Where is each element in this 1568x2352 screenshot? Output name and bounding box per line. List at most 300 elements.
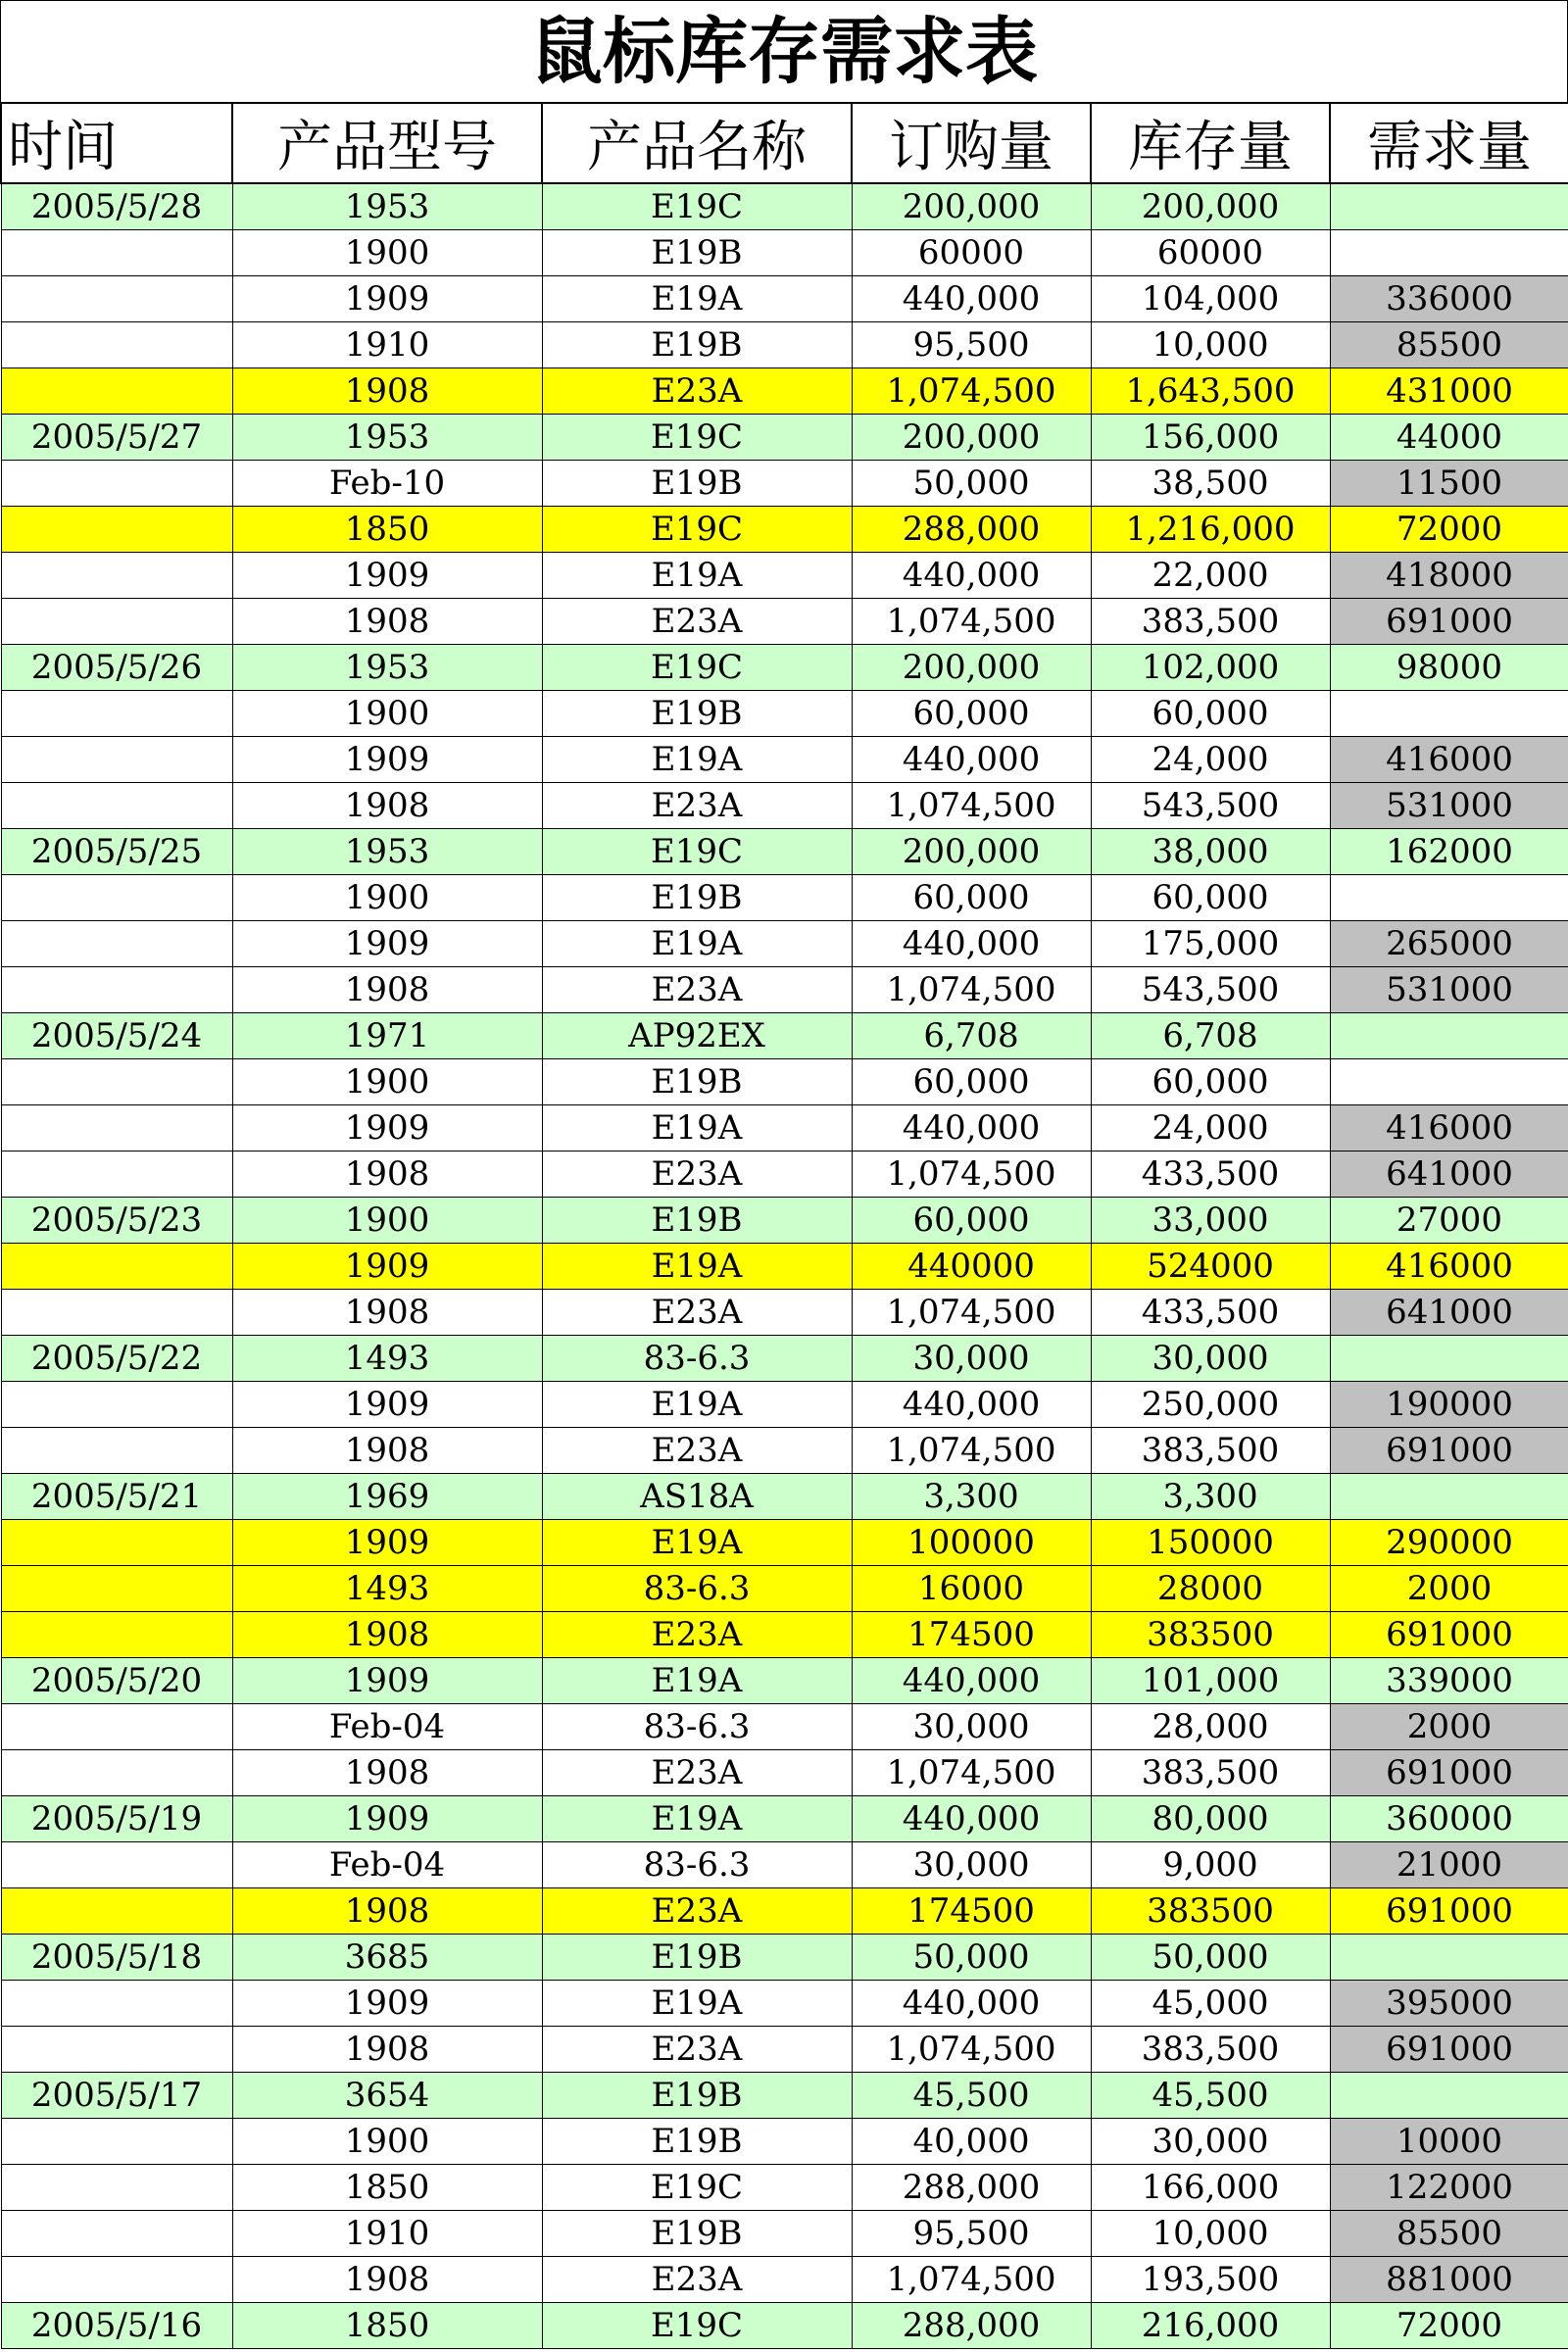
cell-product-name[interactable]: E19A (542, 1981, 852, 2027)
cell-date[interactable] (1, 461, 232, 507)
cell-order-qty[interactable]: 1,074,500 (852, 599, 1091, 645)
cell-date[interactable] (1, 1842, 232, 1888)
cell-order-qty[interactable]: 174500 (852, 1612, 1091, 1658)
cell-date[interactable] (1, 322, 232, 368)
cell-demand-qty[interactable]: 2000 (1330, 1704, 1568, 1750)
cell-demand-qty[interactable]: 416000 (1330, 1244, 1568, 1290)
cell-product-name[interactable]: E23A (542, 2027, 852, 2073)
header-order-qty[interactable]: 订购量 (852, 103, 1091, 183)
cell-stock-qty[interactable]: 60,000 (1091, 691, 1330, 737)
cell-order-qty[interactable]: 95,500 (852, 2211, 1091, 2257)
cell-order-qty[interactable]: 1,074,500 (852, 783, 1091, 829)
cell-stock-qty[interactable]: 102,000 (1091, 645, 1330, 691)
cell-date[interactable] (1, 1704, 232, 1750)
cell-demand-qty[interactable] (1330, 1013, 1568, 1059)
cell-order-qty[interactable]: 16000 (852, 1566, 1091, 1612)
cell-date[interactable] (1, 230, 232, 276)
cell-order-qty[interactable]: 6,708 (852, 1013, 1091, 1059)
cell-demand-qty[interactable]: 11500 (1330, 461, 1568, 507)
cell-demand-qty[interactable]: 290000 (1330, 1520, 1568, 1566)
cell-product-name[interactable]: E19A (542, 1382, 852, 1428)
cell-stock-qty[interactable]: 1,216,000 (1091, 507, 1330, 553)
cell-model[interactable]: 1953 (232, 183, 542, 230)
cell-model[interactable]: 3685 (232, 1935, 542, 1981)
cell-stock-qty[interactable]: 216,000 (1091, 2303, 1330, 2349)
cell-product-name[interactable]: E19C (542, 415, 852, 461)
cell-model[interactable]: 1953 (232, 645, 542, 691)
cell-stock-qty[interactable]: 45,500 (1091, 2073, 1330, 2119)
cell-model[interactable]: 1908 (232, 1750, 542, 1796)
cell-date[interactable] (1, 1105, 232, 1152)
cell-product-name[interactable]: 83-6.3 (542, 1566, 852, 1612)
cell-model[interactable]: 1953 (232, 415, 542, 461)
cell-order-qty[interactable]: 440000 (852, 1244, 1091, 1290)
cell-demand-qty[interactable]: 531000 (1330, 783, 1568, 829)
cell-demand-qty[interactable]: 691000 (1330, 2027, 1568, 2073)
cell-demand-qty[interactable]: 531000 (1330, 967, 1568, 1013)
cell-date[interactable]: 2005/5/26 (1, 645, 232, 691)
cell-model[interactable]: 1908 (232, 599, 542, 645)
cell-order-qty[interactable]: 95,500 (852, 322, 1091, 368)
table-row (1, 1290, 1568, 1336)
cell-order-qty[interactable]: 440,000 (852, 737, 1091, 783)
cell-date[interactable] (1, 2257, 232, 2303)
cell-order-qty[interactable]: 440,000 (852, 921, 1091, 967)
cell-order-qty[interactable]: 288,000 (852, 2303, 1091, 2349)
cell-order-qty[interactable]: 60,000 (852, 1198, 1091, 1244)
cell-demand-qty[interactable]: 10000 (1330, 2119, 1568, 2165)
cell-order-qty[interactable]: 1,074,500 (852, 2027, 1091, 2073)
cell-model[interactable]: 1908 (232, 2257, 542, 2303)
cell-model[interactable]: 1850 (232, 2303, 542, 2349)
cell-date[interactable] (1, 1750, 232, 1796)
inventory-table (0, 102, 1568, 2349)
cell-date[interactable]: 2005/5/22 (1, 1336, 232, 1382)
cell-product-name[interactable]: E19B (542, 322, 852, 368)
cell-demand-qty[interactable]: 641000 (1330, 1152, 1568, 1198)
cell-date[interactable]: 2005/5/18 (1, 1935, 232, 1981)
cell-model[interactable]: 1909 (232, 1981, 542, 2027)
cell-stock-qty[interactable]: 80,000 (1091, 1796, 1330, 1842)
cell-stock-qty[interactable]: 28,000 (1091, 1704, 1330, 1750)
cell-product-name[interactable]: E23A (542, 368, 852, 415)
header-time[interactable]: 时间 (1, 103, 232, 183)
cell-model[interactable]: 1908 (232, 967, 542, 1013)
table-row (1, 1105, 1568, 1152)
cell-product-name[interactable]: E23A (542, 1612, 852, 1658)
cell-date[interactable] (1, 2119, 232, 2165)
cell-date[interactable]: 2005/5/28 (1, 183, 232, 230)
cell-date[interactable]: 2005/5/27 (1, 415, 232, 461)
cell-stock-qty[interactable]: 150000 (1091, 1520, 1330, 1566)
cell-stock-qty[interactable]: 101,000 (1091, 1658, 1330, 1704)
cell-stock-qty[interactable]: 22,000 (1091, 553, 1330, 599)
sheet-title: 鼠标库存需求表 (0, 0, 1568, 102)
cell-model[interactable]: 1909 (232, 737, 542, 783)
cell-date[interactable]: 2005/5/25 (1, 829, 232, 875)
cell-date[interactable] (1, 599, 232, 645)
cell-product-name[interactable]: E19A (542, 1520, 852, 1566)
cell-product-name[interactable]: E23A (542, 967, 852, 1013)
cell-order-qty[interactable]: 60,000 (852, 691, 1091, 737)
cell-model[interactable]: Feb-10 (232, 461, 542, 507)
cell-order-qty[interactable]: 1,074,500 (852, 1152, 1091, 1198)
cell-product-name[interactable]: E19A (542, 553, 852, 599)
cell-order-qty[interactable]: 200,000 (852, 645, 1091, 691)
cell-product-name[interactable]: 83-6.3 (542, 1842, 852, 1888)
cell-stock-qty[interactable]: 1,643,500 (1091, 368, 1330, 415)
table-row (1, 737, 1568, 783)
cell-date[interactable] (1, 553, 232, 599)
cell-model[interactable]: 1909 (232, 1796, 542, 1842)
cell-date[interactable] (1, 1059, 232, 1105)
cell-demand-qty[interactable]: 98000 (1330, 645, 1568, 691)
header-product-name[interactable]: 产品名称 (542, 103, 852, 183)
cell-demand-qty[interactable]: 691000 (1330, 1750, 1568, 1796)
cell-stock-qty[interactable]: 6,708 (1091, 1013, 1330, 1059)
cell-demand-qty[interactable]: 418000 (1330, 553, 1568, 599)
cell-model[interactable]: 3654 (232, 2073, 542, 2119)
cell-model[interactable]: 1493 (232, 1336, 542, 1382)
cell-demand-qty[interactable]: 44000 (1330, 415, 1568, 461)
cell-product-name[interactable]: E19A (542, 1796, 852, 1842)
cell-model[interactable]: 1900 (232, 691, 542, 737)
cell-model[interactable]: 1908 (232, 1290, 542, 1336)
cell-stock-qty[interactable]: 10,000 (1091, 2211, 1330, 2257)
cell-stock-qty[interactable]: 383500 (1091, 1612, 1330, 1658)
cell-model[interactable]: 1909 (232, 276, 542, 322)
cell-date[interactable]: 2005/5/17 (1, 2073, 232, 2119)
cell-product-name[interactable]: AS18A (542, 1474, 852, 1520)
cell-stock-qty[interactable]: 383,500 (1091, 2027, 1330, 2073)
cell-order-qty[interactable]: 1,074,500 (852, 1428, 1091, 1474)
cell-product-name[interactable]: 83-6.3 (542, 1704, 852, 1750)
cell-product-name[interactable]: E19A (542, 276, 852, 322)
cell-model[interactable]: 1900 (232, 875, 542, 921)
cell-model[interactable]: 1908 (232, 1888, 542, 1935)
table-row (1, 276, 1568, 322)
cell-model[interactable]: 1909 (232, 1105, 542, 1152)
cell-model[interactable]: 1900 (232, 2119, 542, 2165)
cell-date[interactable] (1, 1520, 232, 1566)
cell-product-name[interactable]: AP92EX (542, 1013, 852, 1059)
cell-demand-qty[interactable]: 691000 (1330, 1612, 1568, 1658)
cell-product-name[interactable]: E23A (542, 1750, 852, 1796)
cell-demand-qty[interactable]: 265000 (1330, 921, 1568, 967)
cell-model[interactable]: 1908 (232, 368, 542, 415)
cell-stock-qty[interactable]: 24,000 (1091, 1105, 1330, 1152)
header-stock-qty[interactable]: 库存量 (1091, 103, 1330, 183)
cell-demand-qty[interactable]: 691000 (1330, 599, 1568, 645)
cell-demand-qty[interactable]: 336000 (1330, 276, 1568, 322)
cell-date[interactable]: 2005/5/24 (1, 1013, 232, 1059)
cell-stock-qty[interactable]: 166,000 (1091, 2165, 1330, 2211)
cell-product-name[interactable]: E19B (542, 1935, 852, 1981)
cell-demand-qty[interactable]: 2000 (1330, 1566, 1568, 1612)
cell-product-name[interactable]: E19A (542, 921, 852, 967)
cell-order-qty[interactable]: 200,000 (852, 829, 1091, 875)
cell-date[interactable] (1, 2027, 232, 2073)
cell-stock-qty[interactable]: 193,500 (1091, 2257, 1330, 2303)
cell-order-qty[interactable]: 440,000 (852, 1658, 1091, 1704)
cell-product-name[interactable]: E23A (542, 1888, 852, 1935)
cell-demand-qty[interactable] (1330, 691, 1568, 737)
cell-demand-qty[interactable]: 72000 (1330, 2303, 1568, 2349)
cell-date[interactable] (1, 368, 232, 415)
cell-date[interactable] (1, 875, 232, 921)
cell-product-name[interactable]: E19C (542, 183, 852, 230)
cell-stock-qty[interactable]: 33,000 (1091, 1198, 1330, 1244)
cell-stock-qty[interactable]: 3,300 (1091, 1474, 1330, 1520)
cell-date[interactable] (1, 2211, 232, 2257)
cell-product-name[interactable]: E23A (542, 2257, 852, 2303)
cell-product-name[interactable]: E19A (542, 1105, 852, 1152)
cell-product-name[interactable]: E19B (542, 2073, 852, 2119)
cell-stock-qty[interactable]: 383,500 (1091, 1750, 1330, 1796)
cell-model[interactable]: 1969 (232, 1474, 542, 1520)
cell-order-qty[interactable]: 440,000 (852, 1382, 1091, 1428)
cell-date[interactable] (1, 507, 232, 553)
cell-demand-qty[interactable]: 431000 (1330, 368, 1568, 415)
cell-stock-qty[interactable]: 60,000 (1091, 1059, 1330, 1105)
cell-model[interactable]: 1900 (232, 1198, 542, 1244)
cell-model[interactable]: 1850 (232, 2165, 542, 2211)
cell-order-qty[interactable]: 30,000 (852, 1704, 1091, 1750)
cell-stock-qty[interactable]: 10,000 (1091, 322, 1330, 368)
cell-model[interactable]: 1910 (232, 2211, 542, 2257)
table-row (1, 783, 1568, 829)
cell-product-name[interactable]: E19B (542, 691, 852, 737)
cell-date[interactable]: 2005/5/21 (1, 1474, 232, 1520)
cell-product-name[interactable]: E19B (542, 2211, 852, 2257)
cell-demand-qty[interactable]: 395000 (1330, 1981, 1568, 2027)
cell-demand-qty[interactable]: 190000 (1330, 1382, 1568, 1428)
cell-order-qty[interactable]: 1,074,500 (852, 2257, 1091, 2303)
cell-order-qty[interactable]: 45,500 (852, 2073, 1091, 2119)
cell-date[interactable] (1, 1566, 232, 1612)
cell-date[interactable] (1, 1382, 232, 1428)
cell-date[interactable] (1, 967, 232, 1013)
cell-demand-qty[interactable]: 27000 (1330, 1198, 1568, 1244)
cell-model[interactable]: 1908 (232, 783, 542, 829)
cell-demand-qty[interactable]: 360000 (1330, 1796, 1568, 1842)
cell-model[interactable]: 1971 (232, 1013, 542, 1059)
cell-model[interactable]: 1493 (232, 1566, 542, 1612)
cell-order-qty[interactable]: 1,074,500 (852, 368, 1091, 415)
cell-date[interactable] (1, 1152, 232, 1198)
cell-demand-qty[interactable] (1330, 875, 1568, 921)
cell-order-qty[interactable]: 60,000 (852, 875, 1091, 921)
cell-date[interactable] (1, 691, 232, 737)
cell-date[interactable]: 2005/5/19 (1, 1796, 232, 1842)
cell-demand-qty[interactable]: 416000 (1330, 737, 1568, 783)
cell-demand-qty[interactable]: 85500 (1330, 322, 1568, 368)
cell-order-qty[interactable]: 50,000 (852, 461, 1091, 507)
cell-product-name[interactable]: E23A (542, 1428, 852, 1474)
cell-product-name[interactable]: E19B (542, 1059, 852, 1105)
cell-order-qty[interactable]: 200,000 (852, 415, 1091, 461)
cell-product-name[interactable]: E19A (542, 737, 852, 783)
cell-product-name[interactable]: E19B (542, 230, 852, 276)
table-row (1, 553, 1568, 599)
cell-demand-qty[interactable]: 72000 (1330, 507, 1568, 553)
cell-order-qty[interactable]: 288,000 (852, 507, 1091, 553)
cell-stock-qty[interactable]: 433,500 (1091, 1290, 1330, 1336)
cell-order-qty[interactable]: 100000 (852, 1520, 1091, 1566)
cell-demand-qty[interactable]: 641000 (1330, 1290, 1568, 1336)
cell-order-qty[interactable]: 60,000 (852, 1059, 1091, 1105)
cell-product-name[interactable]: E19C (542, 507, 852, 553)
cell-model[interactable]: Feb-04 (232, 1842, 542, 1888)
cell-demand-qty[interactable]: 416000 (1330, 1105, 1568, 1152)
table-row (1, 183, 1568, 230)
cell-stock-qty[interactable]: 250,000 (1091, 1382, 1330, 1428)
cell-date[interactable] (1, 1888, 232, 1935)
cell-date[interactable] (1, 921, 232, 967)
cell-order-qty[interactable]: 3,300 (852, 1474, 1091, 1520)
cell-product-name[interactable]: 83-6.3 (542, 1336, 852, 1382)
cell-demand-qty[interactable]: 691000 (1330, 1888, 1568, 1935)
cell-product-name[interactable]: E19A (542, 1658, 852, 1704)
cell-stock-qty[interactable]: 50,000 (1091, 1935, 1330, 1981)
cell-date[interactable]: 2005/5/20 (1, 1658, 232, 1704)
cell-stock-qty[interactable]: 9,000 (1091, 1842, 1330, 1888)
cell-product-name[interactable]: E19C (542, 645, 852, 691)
cell-order-qty[interactable]: 440,000 (852, 1105, 1091, 1152)
cell-date[interactable] (1, 1244, 232, 1290)
cell-order-qty[interactable]: 60000 (852, 230, 1091, 276)
cell-order-qty[interactable]: 50,000 (852, 1935, 1091, 1981)
cell-model[interactable]: 1909 (232, 1520, 542, 1566)
cell-model[interactable]: 1953 (232, 829, 542, 875)
cell-demand-qty[interactable]: 122000 (1330, 2165, 1568, 2211)
cell-stock-qty[interactable]: 383,500 (1091, 1428, 1330, 1474)
header-demand-qty[interactable]: 需求量 (1330, 103, 1568, 183)
cell-demand-qty[interactable] (1330, 1059, 1568, 1105)
cell-stock-qty[interactable]: 524000 (1091, 1244, 1330, 1290)
cell-product-name[interactable]: E23A (542, 783, 852, 829)
cell-order-qty[interactable]: 30,000 (852, 1336, 1091, 1382)
cell-model[interactable]: 1909 (232, 1244, 542, 1290)
cell-order-qty[interactable]: 40,000 (852, 2119, 1091, 2165)
cell-stock-qty[interactable]: 60000 (1091, 230, 1330, 276)
cell-product-name[interactable]: E19C (542, 2165, 852, 2211)
cell-demand-qty[interactable] (1330, 230, 1568, 276)
cell-model[interactable]: 1900 (232, 230, 542, 276)
cell-product-name[interactable]: E19B (542, 1198, 852, 1244)
cell-order-qty[interactable]: 440,000 (852, 1981, 1091, 2027)
cell-stock-qty[interactable]: 543,500 (1091, 967, 1330, 1013)
cell-demand-qty[interactable]: 21000 (1330, 1842, 1568, 1888)
cell-product-name[interactable]: E23A (542, 1290, 852, 1336)
cell-date[interactable] (1, 1981, 232, 2027)
cell-model[interactable]: 1900 (232, 1059, 542, 1105)
cell-model[interactable]: 1909 (232, 921, 542, 967)
cell-product-name[interactable]: E19C (542, 829, 852, 875)
cell-stock-qty[interactable]: 200,000 (1091, 183, 1330, 230)
cell-date[interactable] (1, 737, 232, 783)
cell-stock-qty[interactable]: 383500 (1091, 1888, 1330, 1935)
cell-order-qty[interactable]: 440,000 (852, 1796, 1091, 1842)
cell-stock-qty[interactable]: 24,000 (1091, 737, 1330, 783)
cell-order-qty[interactable]: 440,000 (852, 276, 1091, 322)
cell-product-name[interactable]: E19C (542, 2303, 852, 2349)
cell-order-qty[interactable]: 30,000 (852, 1842, 1091, 1888)
cell-date[interactable] (1, 783, 232, 829)
cell-stock-qty[interactable]: 156,000 (1091, 415, 1330, 461)
cell-stock-qty[interactable]: 28000 (1091, 1566, 1330, 1612)
header-model[interactable]: 产品型号 (232, 103, 542, 183)
cell-stock-qty[interactable]: 60,000 (1091, 875, 1330, 921)
cell-model[interactable]: Feb-04 (232, 1704, 542, 1750)
cell-date[interactable]: 2005/5/16 (1, 2303, 232, 2349)
cell-stock-qty[interactable]: 433,500 (1091, 1152, 1330, 1198)
cell-product-name[interactable]: E23A (542, 599, 852, 645)
cell-model[interactable]: 1908 (232, 1152, 542, 1198)
cell-order-qty[interactable]: 440,000 (852, 553, 1091, 599)
cell-model[interactable]: 1909 (232, 553, 542, 599)
cell-model[interactable]: 1910 (232, 322, 542, 368)
cell-date[interactable] (1, 1612, 232, 1658)
cell-product-name[interactable]: E19B (542, 875, 852, 921)
cell-order-qty[interactable]: 1,074,500 (852, 1750, 1091, 1796)
cell-demand-qty[interactable]: 162000 (1330, 829, 1568, 875)
cell-demand-qty[interactable]: 339000 (1330, 1658, 1568, 1704)
cell-order-qty[interactable]: 1,074,500 (852, 1290, 1091, 1336)
cell-model[interactable]: 1909 (232, 1658, 542, 1704)
cell-demand-qty[interactable]: 691000 (1330, 1428, 1568, 1474)
cell-model[interactable]: 1908 (232, 2027, 542, 2073)
cell-stock-qty[interactable]: 30,000 (1091, 1336, 1330, 1382)
cell-demand-qty[interactable]: 85500 (1330, 2211, 1568, 2257)
cell-date[interactable] (1, 2165, 232, 2211)
cell-stock-qty[interactable]: 383,500 (1091, 599, 1330, 645)
cell-demand-qty[interactable] (1330, 183, 1568, 230)
cell-demand-qty[interactable] (1330, 1336, 1568, 1382)
cell-product-name[interactable]: E19B (542, 461, 852, 507)
cell-demand-qty[interactable] (1330, 1474, 1568, 1520)
table-row (1, 2165, 1568, 2211)
cell-order-qty[interactable]: 288,000 (852, 2165, 1091, 2211)
cell-stock-qty[interactable]: 30,000 (1091, 2119, 1330, 2165)
cell-demand-qty[interactable] (1330, 2073, 1568, 2119)
cell-stock-qty[interactable]: 543,500 (1091, 783, 1330, 829)
cell-date[interactable]: 2005/5/23 (1, 1198, 232, 1244)
cell-product-name[interactable]: E23A (542, 1152, 852, 1198)
table-row (1, 1566, 1568, 1612)
cell-product-name[interactable]: E19B (542, 2119, 852, 2165)
cell-date[interactable] (1, 276, 232, 322)
cell-product-name[interactable]: E19A (542, 1244, 852, 1290)
cell-model[interactable]: 1909 (232, 1382, 542, 1428)
cell-demand-qty[interactable] (1330, 1935, 1568, 1981)
cell-date[interactable] (1, 1428, 232, 1474)
table-row (1, 1198, 1568, 1244)
cell-order-qty[interactable]: 1,074,500 (852, 967, 1091, 1013)
cell-stock-qty[interactable]: 104,000 (1091, 276, 1330, 322)
cell-order-qty[interactable]: 200,000 (852, 183, 1091, 230)
cell-model[interactable]: 1850 (232, 507, 542, 553)
cell-date[interactable] (1, 1290, 232, 1336)
cell-model[interactable]: 1908 (232, 1428, 542, 1474)
cell-stock-qty[interactable]: 45,000 (1091, 1981, 1330, 2027)
cell-stock-qty[interactable]: 38,500 (1091, 461, 1330, 507)
cell-stock-qty[interactable]: 38,000 (1091, 829, 1330, 875)
cell-model[interactable]: 1908 (232, 1612, 542, 1658)
cell-demand-qty[interactable]: 881000 (1330, 2257, 1568, 2303)
cell-order-qty[interactable]: 174500 (852, 1888, 1091, 1935)
cell-stock-qty[interactable]: 175,000 (1091, 921, 1330, 967)
